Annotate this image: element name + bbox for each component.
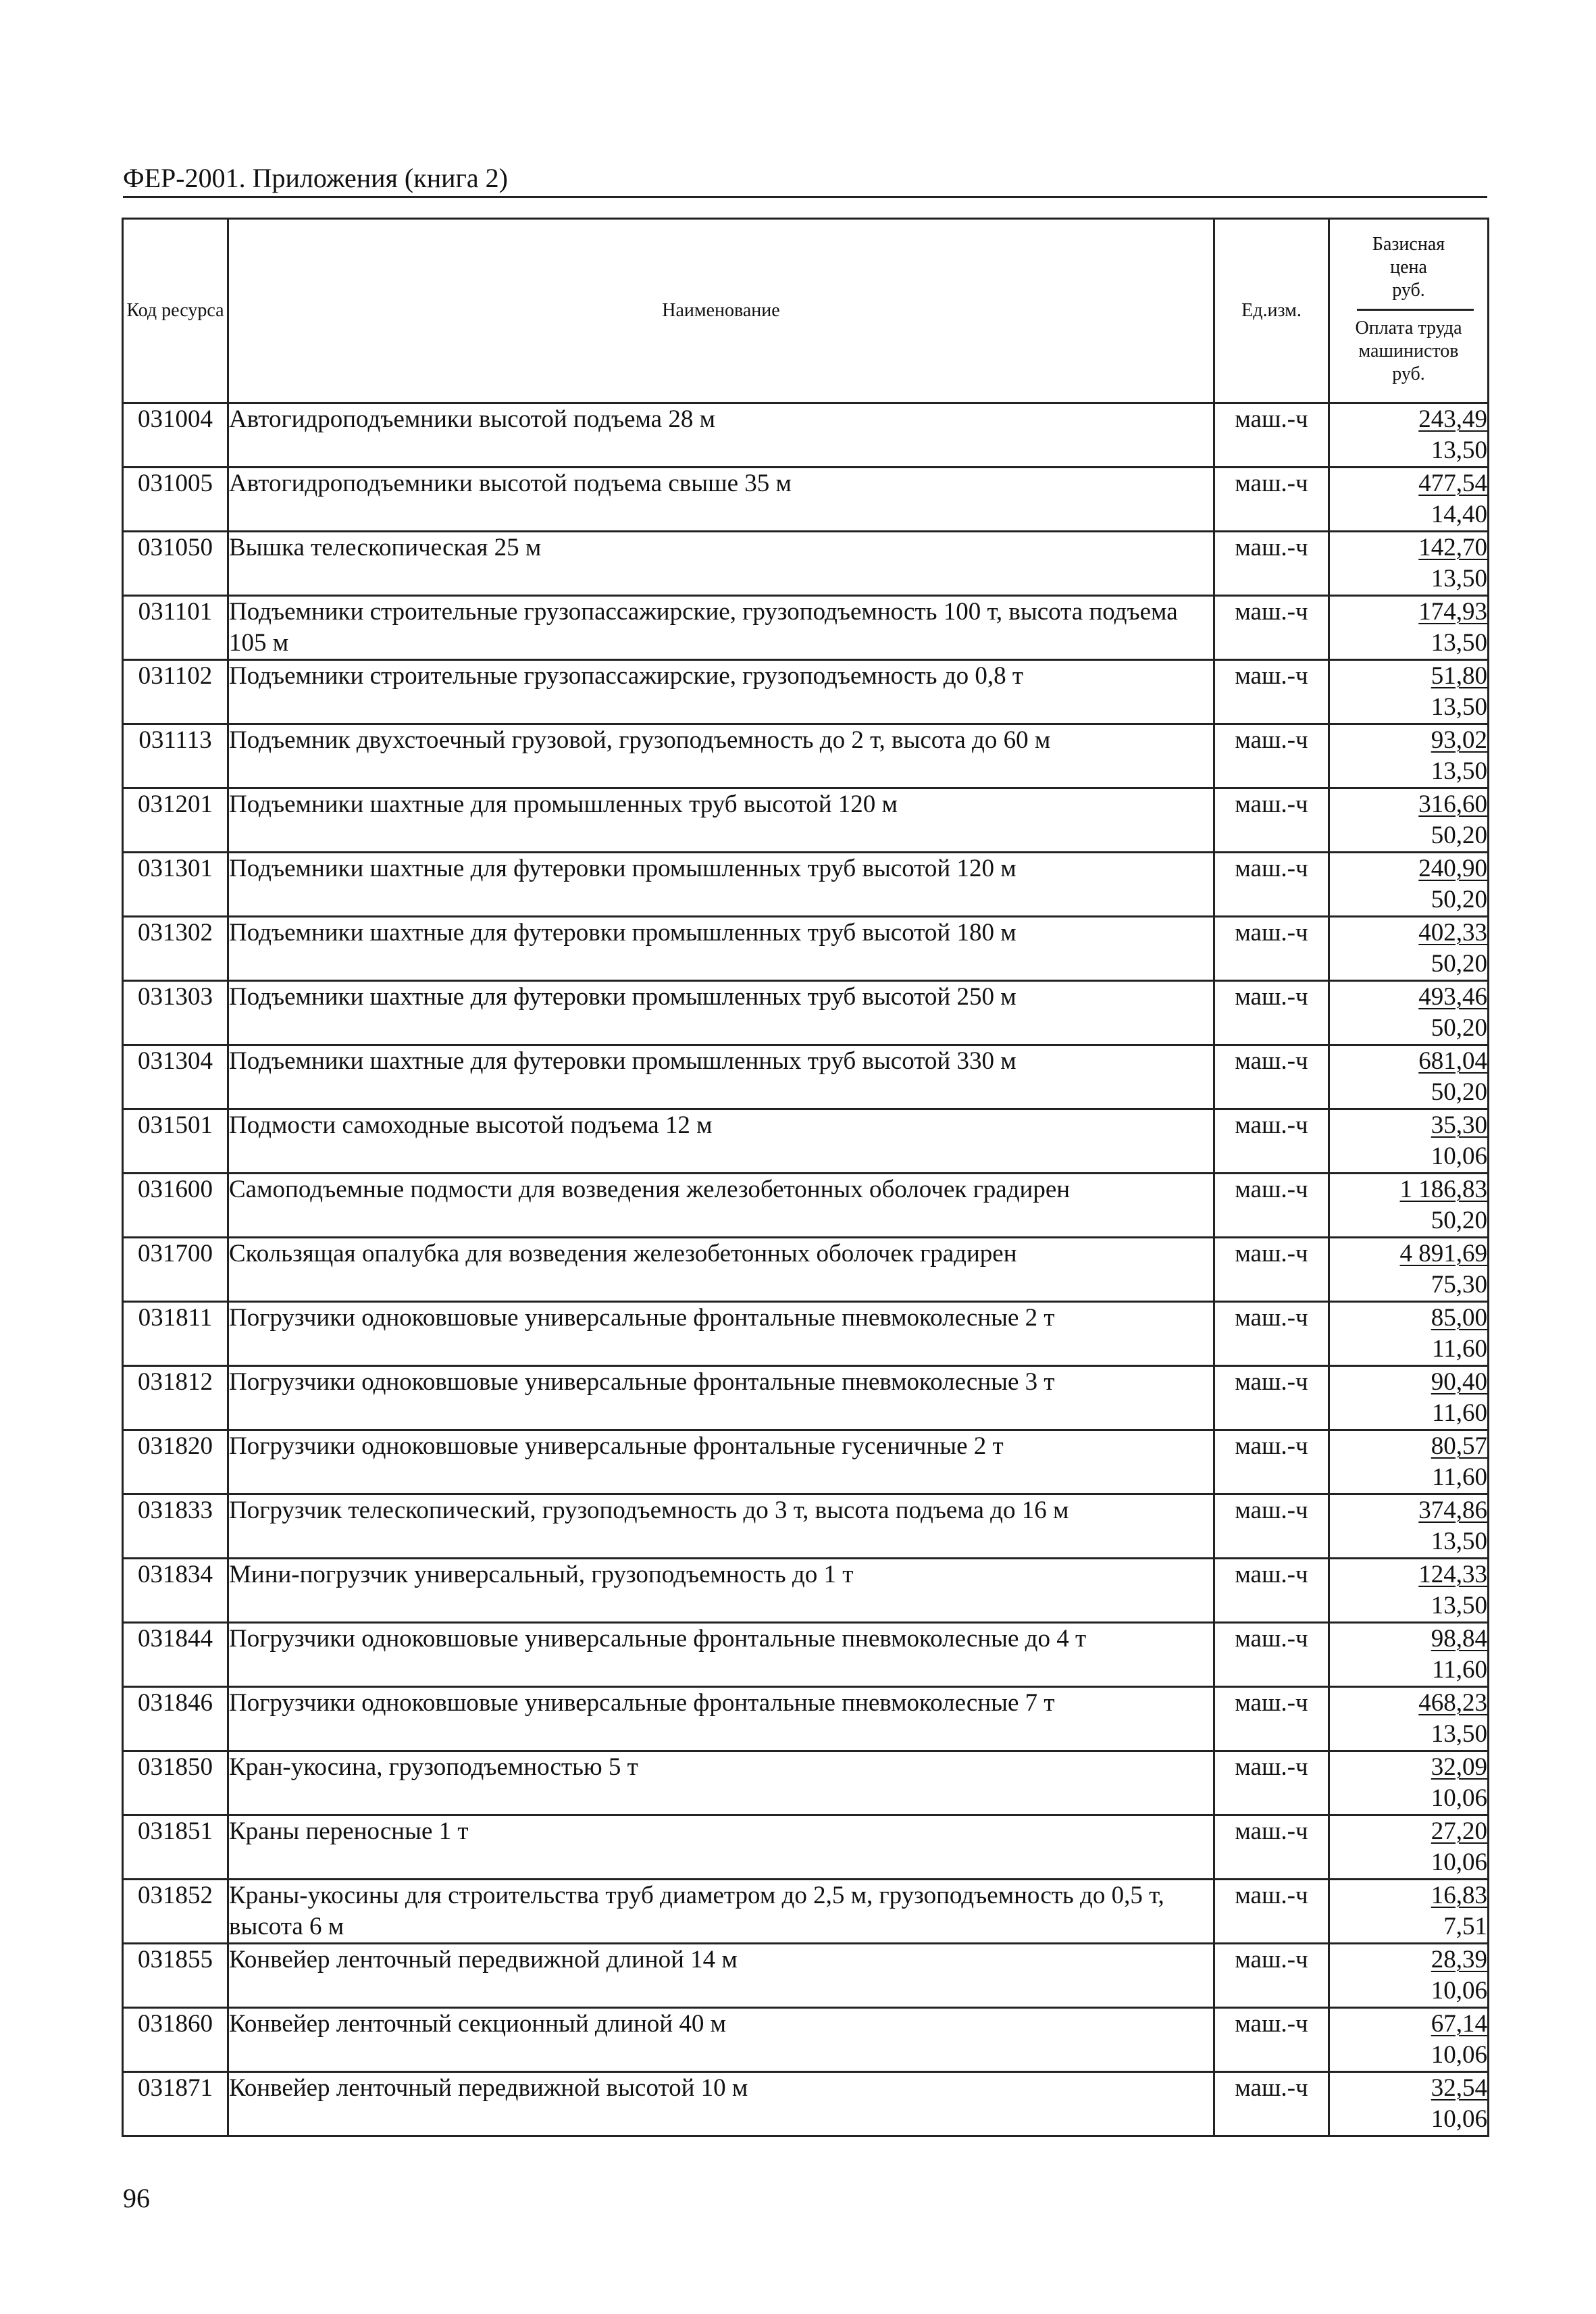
operator-pay: 13,50 [1431,1720,1487,1748]
resource-unit: маш.-ч [1214,1174,1329,1238]
resource-name: Краны переносные 1 т [228,1815,1214,1880]
resource-unit: маш.-ч [1214,1687,1329,1751]
resource-code: 031201 [123,788,228,853]
resource-code: 031812 [123,1366,228,1430]
resource-name: Самоподъемные подмости для возведения железобетонных оболочек градирен [228,1174,1214,1238]
table-body [123,403,1489,2136]
base-price: 35,30 [1431,1111,1487,1139]
table-row [123,1174,1489,1238]
column-header-name: Наименование [228,219,1214,403]
base-price: 374,86 [1418,1496,1487,1524]
table-row [123,532,1489,596]
operator-pay: 50,20 [1431,1014,1487,1042]
resource-name: Подъемники строительные грузопассажирские, грузоподъемность до 0,8 т [228,660,1214,724]
column-header-price [1329,219,1489,403]
resource-code: 031834 [123,1559,228,1623]
resource-code: 031871 [123,2072,228,2136]
table-row [123,1880,1489,1944]
document-title: ФЕР-2001. Приложения (книга 2) [123,163,508,193]
table-row [123,917,1489,981]
resource-code: 031700 [123,1238,228,1302]
resource-price-cell [1329,1494,1489,1559]
resource-name: Вышка телескопическая 25 м [228,532,1214,596]
resource-name: Подъемники строительные грузопассажирские, грузоподъемность 100 т, высота подъема 105 м [228,596,1214,660]
resource-unit: маш.-ч [1214,596,1329,660]
table-row [123,403,1489,468]
resource-code: 031302 [123,917,228,981]
resource-unit: маш.-ч [1214,1494,1329,1559]
resource-unit: маш.-ч [1214,1109,1329,1174]
resource-name: Конвейер ленточный передвижной высотой 10 м [228,2072,1214,2136]
operator-pay: 10,06 [1431,1848,1487,1876]
base-price: 27,20 [1431,1817,1487,1845]
operator-pay: 11,60 [1432,1656,1487,1684]
base-price: 243,49 [1418,405,1487,433]
resource-name: Подъемники шахтные для футеровки промышленных труб высотой 180 м [228,917,1214,981]
resource-unit: маш.-ч [1214,1559,1329,1623]
resource-unit: маш.-ч [1214,403,1329,468]
resource-name: Конвейер ленточный передвижной длиной 14 м [228,1944,1214,2008]
table-row [123,1045,1489,1109]
resource-unit: маш.-ч [1214,532,1329,596]
resource-name: Погрузчики одноковшовые универсальные фронтальные пневмоколесные 2 т [228,1302,1214,1366]
table-row [123,981,1489,1045]
base-price: 51,80 [1431,662,1487,690]
base-price: 240,90 [1418,855,1487,882]
table-row [123,1494,1489,1559]
table-row [123,660,1489,724]
resource-code: 031113 [123,724,228,788]
resource-code: 031501 [123,1109,228,1174]
resource-name: Погрузчики одноковшовые универсальные фронтальные пневмоколесные 7 т [228,1687,1214,1751]
resource-name: Скользящая опалубка для возведения железобетонных оболочек градирен [228,1238,1214,1302]
resource-unit: маш.-ч [1214,1430,1329,1494]
resource-price-cell [1329,1559,1489,1623]
price-header-pay-line2: машинистов [1358,341,1459,361]
operator-pay: 10,06 [1431,1784,1487,1812]
base-price: 4 891,69 [1399,1240,1487,1267]
operator-pay: 13,50 [1431,436,1487,464]
resource-price-cell [1329,1880,1489,1944]
resource-unit: маш.-ч [1214,1366,1329,1430]
base-price: 174,93 [1418,598,1487,626]
table-row [123,1815,1489,1880]
base-price: 32,54 [1431,2074,1487,2102]
resource-price-cell [1329,1687,1489,1751]
resource-price-cell [1329,468,1489,532]
resource-unit: маш.-ч [1214,724,1329,788]
base-price: 16,83 [1431,1882,1487,1909]
resource-unit: маш.-ч [1214,853,1329,917]
resource-code: 031101 [123,596,228,660]
resource-name: Кран-укосина, грузоподъемностью 5 т [228,1751,1214,1815]
resource-name: Автогидроподъемники высотой подъема 28 м [228,403,1214,468]
resource-price-cell [1329,1174,1489,1238]
price-header-base-line2: цена [1390,257,1427,278]
resource-price-cell [1329,1302,1489,1366]
resource-name: Погрузчики одноковшовые универсальные фронтальные гусеничные 2 т [228,1430,1214,1494]
price-header-base-line3: руб. [1392,280,1425,301]
resource-price-cell [1329,1430,1489,1494]
resource-price-cell [1329,2072,1489,2136]
operator-pay: 50,20 [1431,1207,1487,1234]
resource-code: 031102 [123,660,228,724]
operator-pay: 14,40 [1431,501,1487,528]
table-header-row [123,219,1489,403]
operator-pay: 13,50 [1431,629,1487,657]
resource-code: 031852 [123,1880,228,1944]
price-header-pay-line3: руб. [1392,363,1425,384]
table-row [123,468,1489,532]
table-row [123,1687,1489,1751]
page-header [123,162,1487,198]
operator-pay: 10,06 [1431,2105,1487,2133]
resource-name: Погрузчик телескопический, грузоподъемность до 3 т, высота подъема до 16 м [228,1494,1214,1559]
resource-name: Погрузчики одноковшовые универсальные фронтальные пневмоколесные до 4 т [228,1623,1214,1687]
resource-code: 031860 [123,2008,228,2072]
operator-pay: 10,06 [1431,1142,1487,1170]
base-price: 316,60 [1418,790,1487,818]
resource-price-cell [1329,853,1489,917]
operator-pay: 13,50 [1431,693,1487,721]
resource-price-cell [1329,1238,1489,1302]
page-number: 96 [123,2183,150,2213]
resource-price-cell [1329,403,1489,468]
resource-price-cell [1329,2008,1489,2072]
resource-unit: маш.-ч [1214,1944,1329,2008]
base-price: 681,04 [1418,1047,1487,1075]
resource-code: 031050 [123,532,228,596]
operator-pay: 10,06 [1431,2041,1487,2069]
operator-pay: 75,30 [1431,1271,1487,1299]
resource-code: 031004 [123,403,228,468]
resource-price-cell [1329,660,1489,724]
resource-code: 031820 [123,1430,228,1494]
table-row [123,1751,1489,1815]
price-header-pay-line1: Оплата труда [1355,318,1462,338]
operator-pay: 50,20 [1431,822,1487,849]
resource-code: 031301 [123,853,228,917]
resource-unit: маш.-ч [1214,660,1329,724]
base-price: 1 186,83 [1399,1176,1487,1203]
base-price: 468,23 [1418,1689,1487,1717]
resource-name: Конвейер ленточный секционный длиной 40 м [228,2008,1214,2072]
resource-code: 031851 [123,1815,228,1880]
operator-pay: 50,20 [1431,886,1487,913]
resource-code: 031833 [123,1494,228,1559]
resource-price-cell [1329,1815,1489,1880]
table-row [123,1944,1489,2008]
resource-price-cell [1329,917,1489,981]
table-row [123,596,1489,660]
resource-unit: маш.-ч [1214,917,1329,981]
table-row [123,724,1489,788]
resource-code: 031811 [123,1302,228,1366]
resource-unit: маш.-ч [1214,468,1329,532]
resource-table [122,218,1489,2137]
resource-name: Погрузчики одноковшовые универсальные фронтальные пневмоколесные 3 т [228,1366,1214,1430]
column-header-unit: Ед.изм. [1214,219,1329,403]
resource-code: 031005 [123,468,228,532]
resource-name: Подъемники шахтные для футеровки промышленных труб высотой 330 м [228,1045,1214,1109]
base-price: 477,54 [1418,470,1487,497]
resource-price-cell [1329,1045,1489,1109]
base-price: 142,70 [1418,534,1487,561]
table-row [123,1430,1489,1494]
resource-unit: маш.-ч [1214,1880,1329,1944]
resource-price-cell [1329,981,1489,1045]
resource-name: Мини-погрузчик универсальный, грузоподъемность до 1 т [228,1559,1214,1623]
resource-unit: маш.-ч [1214,1045,1329,1109]
resource-price-cell [1329,1944,1489,2008]
table-row [123,2008,1489,2072]
resource-price-cell [1329,1366,1489,1430]
base-price: 80,57 [1431,1432,1487,1460]
resource-unit: маш.-ч [1214,1815,1329,1880]
price-header-divider [1357,309,1474,311]
resource-price-cell [1329,1751,1489,1815]
resource-price-cell [1329,1623,1489,1687]
base-price: 90,40 [1431,1368,1487,1396]
operator-pay: 10,06 [1431,1977,1487,2005]
operator-pay: 7,51 [1443,1913,1487,1940]
resource-name: Подъемники шахтные для промышленных труб высотой 120 м [228,788,1214,853]
resource-price-cell [1329,1109,1489,1174]
resource-price-cell [1329,596,1489,660]
base-price: 124,33 [1418,1561,1487,1588]
price-header-base-line1: Базисная [1372,234,1445,255]
resource-name: Подъемники шахтные для футеровки промышленных труб высотой 120 м [228,853,1214,917]
resource-code: 031600 [123,1174,228,1238]
operator-pay: 13,50 [1431,1592,1487,1619]
table-row [123,853,1489,917]
resource-name: Подмости самоходные высотой подъема 12 м [228,1109,1214,1174]
operator-pay: 50,20 [1431,1078,1487,1106]
resource-code: 031855 [123,1944,228,2008]
resource-code: 031844 [123,1623,228,1687]
table-row [123,1366,1489,1430]
resource-name: Подъемник двухстоечный грузовой, грузоподъемность до 2 т, высота до 60 м [228,724,1214,788]
operator-pay: 13,50 [1431,757,1487,785]
operator-pay: 11,60 [1432,1463,1487,1491]
operator-pay: 11,60 [1432,1399,1487,1427]
resource-code: 031850 [123,1751,228,1815]
column-header-code: Код ресурса [123,219,228,403]
resource-price-cell [1329,532,1489,596]
base-price: 98,84 [1431,1625,1487,1653]
base-price: 402,33 [1418,919,1487,947]
operator-pay: 50,20 [1431,950,1487,978]
base-price: 493,46 [1418,983,1487,1011]
resource-name: Подъемники шахтные для футеровки промышленных труб высотой 250 м [228,981,1214,1045]
resource-unit: маш.-ч [1214,2072,1329,2136]
resource-code: 031846 [123,1687,228,1751]
resource-unit: маш.-ч [1214,981,1329,1045]
table-row [123,1238,1489,1302]
resource-price-cell [1329,788,1489,853]
table-row [123,1559,1489,1623]
resource-code: 031303 [123,981,228,1045]
base-price: 32,09 [1431,1753,1487,1781]
base-price: 93,02 [1431,726,1487,754]
resource-unit: маш.-ч [1214,2008,1329,2072]
operator-pay: 13,50 [1431,565,1487,593]
resource-unit: маш.-ч [1214,1751,1329,1815]
table-row [123,1302,1489,1366]
resource-code: 031304 [123,1045,228,1109]
table-row [123,2072,1489,2136]
resource-unit: маш.-ч [1214,1623,1329,1687]
resource-name: Краны-укосины для строительства труб диаметром до 2,5 м, грузоподъемность до 0,5 т, высота 6 м [228,1880,1214,1944]
operator-pay: 11,60 [1432,1335,1487,1363]
base-price: 85,00 [1431,1304,1487,1332]
resource-unit: маш.-ч [1214,1238,1329,1302]
operator-pay: 13,50 [1431,1528,1487,1555]
table-row [123,1109,1489,1174]
resource-name: Автогидроподъемники высотой подъема свыше 35 м [228,468,1214,532]
table-row [123,1623,1489,1687]
table-row [123,788,1489,853]
resource-unit: маш.-ч [1214,1302,1329,1366]
base-price: 67,14 [1431,2010,1487,2038]
base-price: 28,39 [1431,1946,1487,1973]
resource-price-cell [1329,724,1489,788]
resource-unit: маш.-ч [1214,788,1329,853]
